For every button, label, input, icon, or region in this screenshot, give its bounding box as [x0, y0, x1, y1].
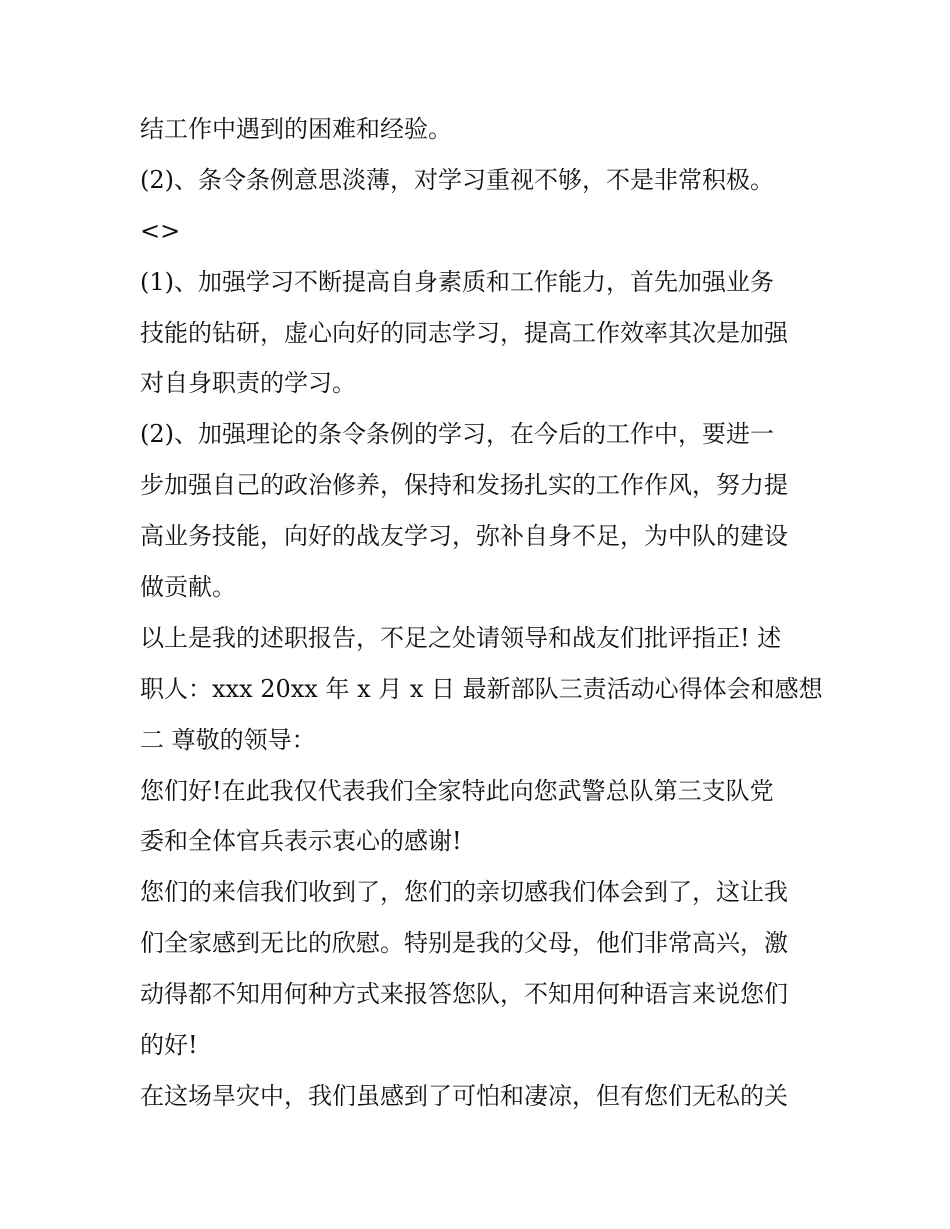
text-line: 步加强自己的政治修养，保持和发扬扎实的工作作风，努力提 — [140, 471, 788, 500]
text-line: 在这场旱灾中，我们虽感到了可怕和凄凉，但有您们无私的关 — [140, 1081, 788, 1110]
text-line: (1)、加强学习不断提高自身素质和工作能力，首先加强业务 — [140, 267, 774, 296]
text-line: 做贡献。 — [140, 573, 236, 602]
text-line: (2)、条令条例意思淡薄，对学习重视不够，不是非常积极。 — [140, 165, 774, 194]
text-line: 技能的钻研，虚心向好的同志学习，提高工作效率其次是加强 — [140, 318, 788, 347]
text-line: <> — [140, 216, 181, 245]
text-line: 们全家感到无比的欣慰。特别是我的父母，他们非常高兴，激 — [140, 929, 788, 958]
text-line: 的好! — [140, 1031, 198, 1060]
text-line: 您们好!在此我仅代表我们全家特此向您武警总队第三支队党 — [140, 776, 774, 805]
text-line: 结工作中遇到的困难和经验。 — [140, 115, 452, 143]
text-line: 以上是我的述职报告，不足之处请领导和战友们批评指正! 述 — [140, 623, 782, 652]
text-line: 对自身职责的学习。 — [140, 369, 356, 398]
document-body — [140, 104, 830, 1122]
text-line: 高业务技能，向好的战友学习，弥补自身不足，为中队的建设 — [140, 522, 788, 551]
text-line: (2)、加强理论的条令条例的学习，在今后的工作中，要进一 — [140, 420, 774, 449]
text-line: 您们的来信我们收到了，您们的亲切感我们体会到了，这让我 — [140, 878, 788, 907]
text-line: 动得都不知用何种方式来报答您队，不知用何种语言来说您们 — [140, 980, 788, 1009]
text-line: 职人：xxx 20xx 年 x 月 x 日 最新部队三责活动心得体会和感想 — [140, 674, 823, 703]
text-line: 委和全体官兵表示衷心的感谢! — [140, 827, 462, 856]
text-line: 二 尊敬的领导： — [140, 725, 316, 754]
